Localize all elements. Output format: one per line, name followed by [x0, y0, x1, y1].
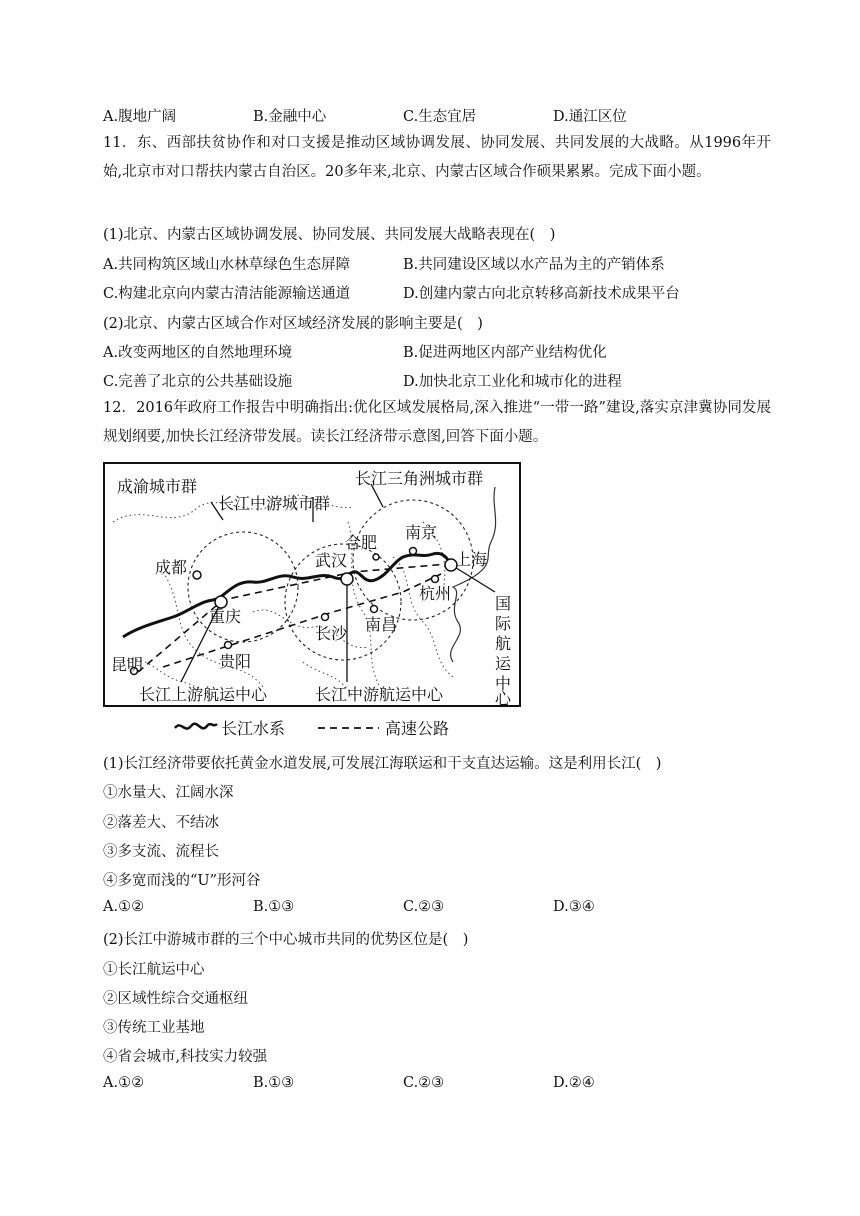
q11-sub1-option-d[interactable]: D.创建内蒙古向北京转移高新技术成果平台	[403, 286, 680, 302]
q12-sub1-option-a[interactable]: A.①②	[103, 899, 145, 915]
q12-sub1-option-b[interactable]: B.①③	[253, 899, 295, 915]
chengdu-marker	[193, 571, 201, 579]
q12-sub2-question: (2)长江中游城市群的三个中心城市共同的优势区位是( )	[103, 932, 469, 948]
hangzhou-marker	[432, 576, 439, 583]
q11-sub2-option-c[interactable]: C.完善了北京的公共基础设施	[103, 374, 293, 390]
chengyu-cluster-label: 成渝城市群	[117, 477, 198, 496]
changsha-label: 长沙	[315, 624, 348, 643]
delta-cluster-label: 长江三角洲城市群	[355, 469, 484, 488]
yangtze-economic-belt-map	[103, 462, 523, 742]
hangzhou-label: 杭州	[419, 584, 452, 603]
q12-sub2-item-3: ③传统工业基地	[103, 1020, 205, 1036]
guiyang-marker	[225, 642, 232, 649]
nanchang-marker	[371, 606, 378, 613]
q12-sub2-item-4: ④省会城市,科技实力较强	[103, 1049, 268, 1065]
svg-text:运: 运	[495, 654, 512, 673]
kunming-label: 昆明	[111, 655, 144, 674]
q12-sub2-option-a[interactable]: A.①②	[103, 1075, 145, 1091]
hefei-label: 合肥	[345, 533, 378, 552]
middle-cluster-label: 长江中游城市群	[218, 494, 331, 513]
q11-sub2-option-a[interactable]: A.改变两地区的自然地理环境	[103, 345, 293, 361]
option-c[interactable]: C.生态宜居	[403, 109, 477, 125]
chongqing-label: 重庆	[209, 607, 242, 626]
q12-sub1-item-4: ④多宽而浅的“U”形河谷	[103, 873, 261, 889]
q11-sub1-option-a[interactable]: A.共同构筑区域山水林草绿色生态屏障	[103, 257, 351, 273]
svg-text:际: 际	[495, 614, 512, 633]
q12-sub1-item-1: ①水量大、江阔水深	[103, 785, 234, 801]
wuhan-marker	[341, 573, 353, 585]
river-legend-label: 长江水系	[221, 719, 286, 738]
q11-sub1-question: (1)北京、内蒙古区域协调发展、协同发展、共同发展大战略表现在( )	[103, 227, 556, 243]
svg-text:心: 心	[495, 689, 512, 708]
upper-shipping-label: 长江上游航运中心	[139, 685, 268, 704]
option-b[interactable]: B.金融中心	[253, 109, 327, 125]
svg-text:航: 航	[495, 634, 512, 653]
q12-sub2-option-d[interactable]: D.②④	[553, 1075, 595, 1091]
q12-sub2-option-b[interactable]: B.①③	[253, 1075, 295, 1091]
shanghai-label: 上海	[455, 550, 488, 569]
changsha-marker	[322, 614, 329, 621]
q12-sub1-question: (1)长江经济带要依托黄金水道发展,可发展江海联运和干支直达运输。这是利用长江( )	[103, 756, 662, 772]
q11-sub1-option-b[interactable]: B.共同建设区域以水产品为主的产销体系	[403, 257, 665, 273]
hefei-marker	[373, 554, 379, 560]
q12-sub1-item-2: ②落差大、不结冰	[103, 815, 219, 831]
q12-sub1-option-d[interactable]: D.③④	[553, 899, 595, 915]
q12-sub1-option-c[interactable]: C.②③	[403, 899, 445, 915]
q11-sub2-question: (2)北京、内蒙古区域合作对区域经济发展的影响主要是( )	[103, 316, 483, 332]
q11-sub2-option-b[interactable]: B.促进两地区内部产业结构优化	[403, 345, 607, 361]
q11-sub1-option-c[interactable]: C.构建北京向内蒙古清洁能源输送通道	[103, 286, 351, 302]
river-legend-icon	[175, 724, 217, 729]
q11-stem: 11．东、西部扶贫协作和对口支援是推动区域协调发展、协同发展、共同发展的大战略。从1996年开始,北京市对口帮扶内蒙古自治区。20多年来,北京、内蒙古区域合作硕果累累。完成下面小题。	[103, 135, 771, 180]
q12-sub2-item-1: ①长江航运中心	[103, 962, 205, 978]
intl-shipping-label	[495, 594, 512, 708]
middle-shipping-label: 长江中游航运中心	[315, 685, 444, 704]
chengdu-label: 成都	[155, 558, 188, 577]
q12-sub2-option-c[interactable]: C.②③	[403, 1075, 445, 1091]
nanjing-marker	[410, 548, 417, 555]
option-d[interactable]: D.通江区位	[553, 109, 627, 125]
wuhan-label: 武汉	[315, 551, 348, 570]
svg-text:中: 中	[495, 674, 512, 693]
q11-sub2-option-d[interactable]: D.加快北京工业化和城市化的进程	[403, 374, 622, 390]
highway-legend-label: 高速公路	[385, 719, 450, 738]
q12-sub1-item-3: ③多支流、流程长	[103, 844, 219, 860]
svg-text:国: 国	[495, 594, 512, 613]
q12-sub2-item-2: ②区域性综合交通枢纽	[103, 991, 248, 1007]
nanjing-label: 南京	[405, 523, 438, 542]
option-a[interactable]: A.腹地广阔	[103, 109, 177, 125]
nanchang-label: 南昌	[365, 615, 398, 634]
guiyang-label: 贵阳	[219, 652, 252, 671]
q12-stem: 12．2016年政府工作报告中明确指出:优化区域发展格局,深入推进“一带一路”建设,落实京津冀协同发展规划纲要,加快长江经济带发展。读长江经济带示意图,回答下面小题。	[103, 400, 771, 445]
